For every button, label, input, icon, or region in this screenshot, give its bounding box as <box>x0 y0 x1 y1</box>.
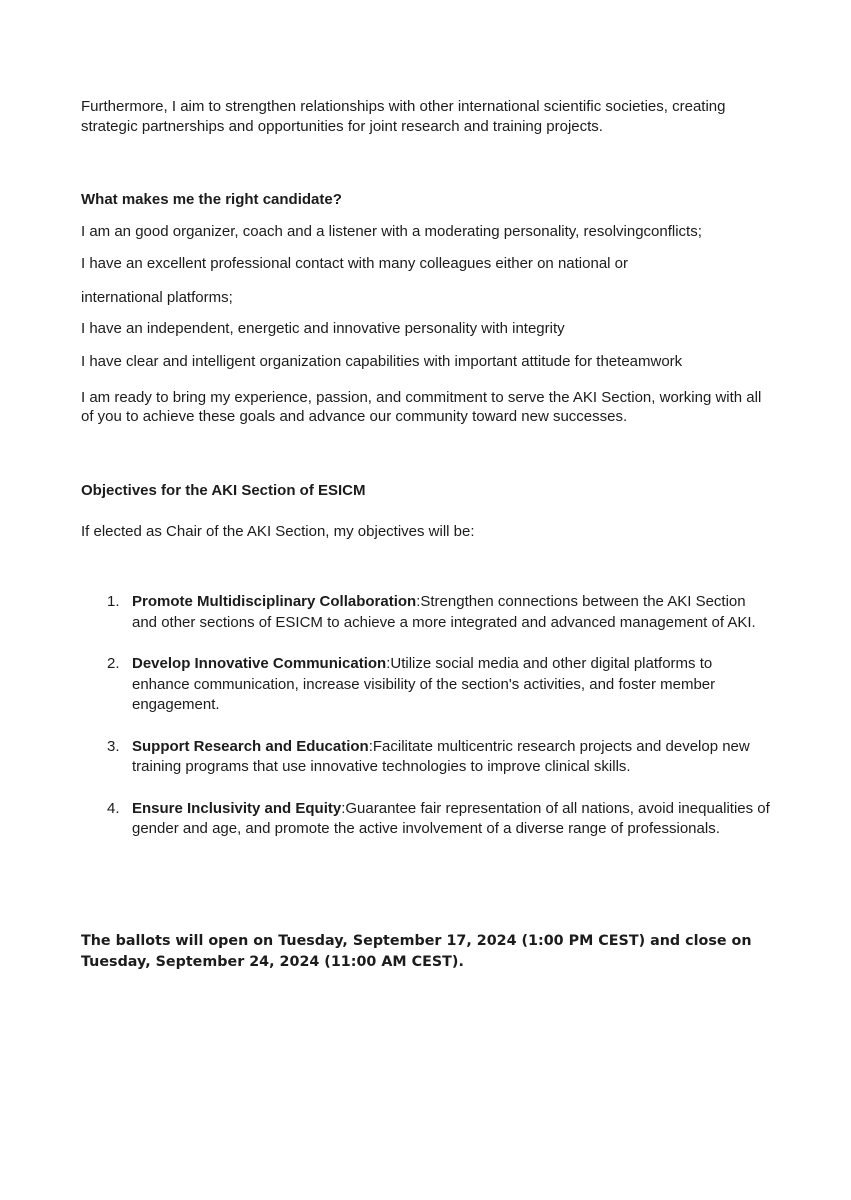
objective-text: :Utilize social media and other digital platforms to enhance communication, increase visibility of the section's activities, and foster member engagement. <box>132 655 716 713</box>
objectives-heading: Objectives for the AKI Section of ESICM <box>81 482 366 499</box>
objective-number: 2. <box>107 655 120 672</box>
objective-number: 3. <box>107 737 120 755</box>
objective-item <box>81 592 771 633</box>
objective-item <box>81 654 771 716</box>
candidate-line-organizer: I am an good organizer, coach and a listener with a moderating personality, resolvingconflicts; <box>81 223 702 240</box>
candidate-heading: What makes me the right candidate? <box>81 191 342 208</box>
candidate-line-organization: I have clear and intelligent organization capabilities with important attitude for theteamwork <box>81 353 683 370</box>
candidate-line-personality: I have an independent, energetic and innovative personality with integrity <box>81 320 565 337</box>
objective-text: :Guarantee fair representation of all nations, avoid inequalities of gender and age, and promote the active involvement of a diverse range of professionals. <box>132 799 770 837</box>
objective-title: Promote Multidisciplinary Collaboration <box>132 593 417 610</box>
objective-text: :Facilitate multicentric research projects and develop new training programs that use innovative technologies to improve clinical skills. <box>132 737 750 775</box>
objective-title: Develop Innovative Communication <box>132 655 387 672</box>
candidate-line-contact: I have an excellent professional contact with many colleagues either on national or <box>81 255 628 272</box>
objective-number: 4. <box>107 799 120 817</box>
objective-text: :Strengthen connections between the AKI Section and other sections of ESICM to achieve a more integrated and advanced management of AKI. <box>132 593 756 631</box>
objectives-intro: If elected as Chair of the AKI Section, my objectives will be: <box>81 523 475 540</box>
ballots-notice: The ballots will open on Tuesday, September 17, 2024 (1:00 PM CEST) and close on Tuesday, September 24, 2024 (11:00 AM CEST). <box>81 933 752 970</box>
objective-title: Support Research and Education <box>132 737 369 755</box>
objective-number: 1. <box>107 593 120 610</box>
objective-item <box>81 737 771 778</box>
objective-item <box>81 799 771 840</box>
objectives-list <box>81 592 771 861</box>
candidate-line-platforms: international platforms; <box>81 289 233 306</box>
candidate-closing: I am ready to bring my experience, passion, and commitment to serve the AKI Section, working with all of you to achieve these goals and advance our community toward new successes. <box>81 389 762 425</box>
objective-title: Ensure Inclusivity and Equity <box>132 799 342 817</box>
intro-paragraph: Furthermore, I aim to strengthen relationships with other international scientific societies, creating strategic partnerships and opportunities for joint research and training projects. <box>81 98 726 135</box>
